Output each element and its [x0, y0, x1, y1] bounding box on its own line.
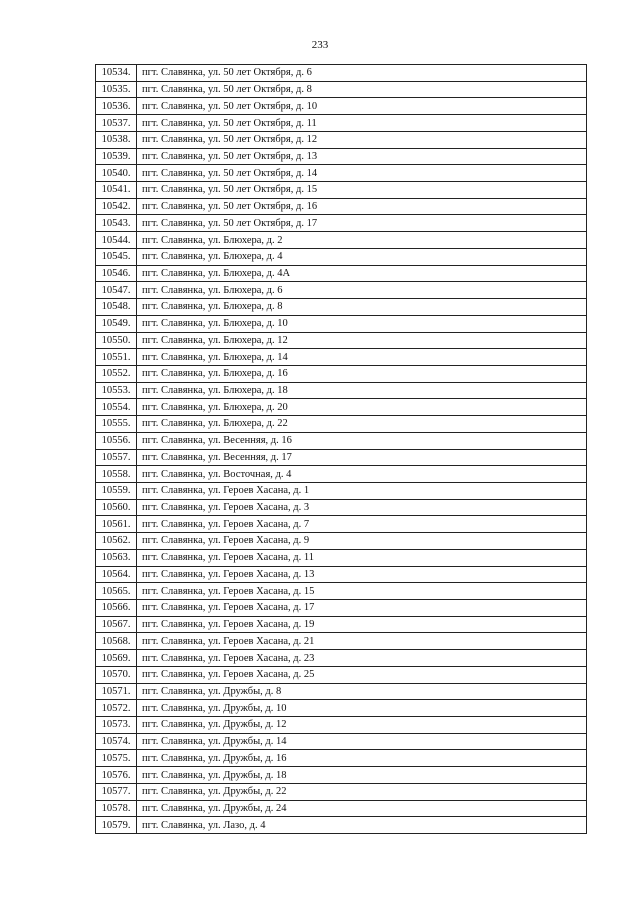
address-cell: пгт. Славянка, ул. Дружбы, д. 18: [137, 767, 587, 784]
row-number: 10579.: [96, 817, 137, 834]
address-cell: пгт. Славянка, ул. Блюхера, д. 12: [137, 332, 587, 349]
table-row: [96, 516, 587, 533]
table-row: [96, 165, 587, 182]
table-row: [96, 700, 587, 717]
address-cell: пгт. Славянка, ул. 50 лет Октября, д. 8: [137, 81, 587, 98]
row-number: 10556.: [96, 432, 137, 449]
table-row: [96, 666, 587, 683]
row-number: 10551.: [96, 349, 137, 366]
row-number: 10560.: [96, 499, 137, 516]
row-number: 10558.: [96, 466, 137, 483]
row-number: 10550.: [96, 332, 137, 349]
address-cell: пгт. Славянка, ул. 50 лет Октября, д. 16: [137, 198, 587, 215]
table-row: [96, 399, 587, 416]
row-number: 10567.: [96, 616, 137, 633]
row-number: 10576.: [96, 767, 137, 784]
row-number: 10557.: [96, 449, 137, 466]
row-number: 10561.: [96, 516, 137, 533]
address-cell: пгт. Славянка, ул. Весенняя, д. 17: [137, 449, 587, 466]
table-row: [96, 365, 587, 382]
address-table-body: [96, 65, 587, 834]
row-number: 10555.: [96, 416, 137, 433]
row-number: 10540.: [96, 165, 137, 182]
address-cell: пгт. Славянка, ул. Героев Хасана, д. 23: [137, 650, 587, 667]
address-cell: пгт. Славянка, ул. Героев Хасана, д. 15: [137, 583, 587, 600]
row-number: 10549.: [96, 315, 137, 332]
address-cell: пгт. Славянка, ул. Блюхера, д. 22: [137, 416, 587, 433]
table-row: [96, 733, 587, 750]
row-number: 10539.: [96, 148, 137, 165]
row-number: 10574.: [96, 733, 137, 750]
row-number: 10545.: [96, 248, 137, 265]
table-row: [96, 717, 587, 734]
table-row: [96, 482, 587, 499]
row-number: 10548.: [96, 299, 137, 316]
row-number: 10554.: [96, 399, 137, 416]
address-cell: пгт. Славянка, ул. Блюхера, д. 14: [137, 349, 587, 366]
table-row: [96, 382, 587, 399]
row-number: 10542.: [96, 198, 137, 215]
address-cell: пгт. Славянка, ул. 50 лет Октября, д. 11: [137, 115, 587, 132]
address-cell: пгт. Славянка, ул. Блюхера, д. 16: [137, 365, 587, 382]
row-number: 10553.: [96, 382, 137, 399]
table-row: [96, 349, 587, 366]
table-row: [96, 750, 587, 767]
row-number: 10537.: [96, 115, 137, 132]
address-cell: пгт. Славянка, ул. Дружбы, д. 10: [137, 700, 587, 717]
table-row: [96, 600, 587, 617]
row-number: 10570.: [96, 666, 137, 683]
address-cell: пгт. Славянка, ул. Дружбы, д. 12: [137, 717, 587, 734]
table-row: [96, 315, 587, 332]
table-row: [96, 248, 587, 265]
row-number: 10543.: [96, 215, 137, 232]
address-table: [95, 64, 587, 834]
table-row: [96, 650, 587, 667]
row-number: 10559.: [96, 482, 137, 499]
table-row: [96, 131, 587, 148]
table-row: [96, 232, 587, 249]
address-cell: пгт. Славянка, ул. Блюхера, д. 10: [137, 315, 587, 332]
row-number: 10547.: [96, 282, 137, 299]
address-cell: пгт. Славянка, ул. Дружбы, д. 24: [137, 800, 587, 817]
address-cell: пгт. Славянка, ул. 50 лет Октября, д. 10: [137, 98, 587, 115]
page-number: 233: [311, 39, 329, 51]
table-row: [96, 282, 587, 299]
address-cell: пгт. Славянка, ул. 50 лет Октября, д. 12: [137, 131, 587, 148]
row-number: 10568.: [96, 633, 137, 650]
table-row: [96, 182, 587, 199]
address-cell: пгт. Славянка, ул. Героев Хасана, д. 7: [137, 516, 587, 533]
row-number: 10569.: [96, 650, 137, 667]
row-number: 10562.: [96, 533, 137, 550]
table-row: [96, 466, 587, 483]
address-cell: пгт. Славянка, ул. Героев Хасана, д. 19: [137, 616, 587, 633]
address-cell: пгт. Славянка, ул. Дружбы, д. 16: [137, 750, 587, 767]
address-cell: пгт. Славянка, ул. Героев Хасана, д. 21: [137, 633, 587, 650]
table-row: [96, 432, 587, 449]
row-number: 10538.: [96, 131, 137, 148]
row-number: 10535.: [96, 81, 137, 98]
address-cell: пгт. Славянка, ул. Блюхера, д. 4А: [137, 265, 587, 282]
address-cell: пгт. Славянка, ул. Весенняя, д. 16: [137, 432, 587, 449]
row-number: 10534.: [96, 65, 137, 82]
row-number: 10541.: [96, 182, 137, 199]
table-row: [96, 98, 587, 115]
address-cell: пгт. Славянка, ул. Героев Хасана, д. 9: [137, 533, 587, 550]
address-cell: пгт. Славянка, ул. Восточная, д. 4: [137, 466, 587, 483]
table-row: [96, 215, 587, 232]
address-cell: пгт. Славянка, ул. Героев Хасана, д. 11: [137, 549, 587, 566]
table-row: [96, 683, 587, 700]
address-cell: пгт. Славянка, ул. Блюхера, д. 6: [137, 282, 587, 299]
row-number: 10565.: [96, 583, 137, 600]
address-cell: пгт. Славянка, ул. Героев Хасана, д. 25: [137, 666, 587, 683]
table-row: [96, 783, 587, 800]
address-cell: пгт. Славянка, ул. 50 лет Октября, д. 6: [137, 65, 587, 82]
address-cell: пгт. Славянка, ул. 50 лет Октября, д. 15: [137, 182, 587, 199]
address-cell: пгт. Славянка, ул. Дружбы, д. 14: [137, 733, 587, 750]
address-cell: пгт. Славянка, ул. Блюхера, д. 2: [137, 232, 587, 249]
row-number: 10578.: [96, 800, 137, 817]
row-number: 10572.: [96, 700, 137, 717]
table-row: [96, 616, 587, 633]
row-number: 10536.: [96, 98, 137, 115]
row-number: 10544.: [96, 232, 137, 249]
address-cell: пгт. Славянка, ул. 50 лет Октября, д. 14: [137, 165, 587, 182]
row-number: 10573.: [96, 717, 137, 734]
table-row: [96, 65, 587, 82]
row-number: 10546.: [96, 265, 137, 282]
table-row: [96, 583, 587, 600]
address-cell: пгт. Славянка, ул. Героев Хасана, д. 1: [137, 482, 587, 499]
row-number: 10563.: [96, 549, 137, 566]
table-row: [96, 81, 587, 98]
table-row: [96, 265, 587, 282]
address-cell: пгт. Славянка, ул. Героев Хасана, д. 17: [137, 600, 587, 617]
row-number: 10571.: [96, 683, 137, 700]
table-row: [96, 299, 587, 316]
table-row: [96, 148, 587, 165]
row-number: 10566.: [96, 600, 137, 617]
table-row: [96, 633, 587, 650]
table-row: [96, 767, 587, 784]
table-row: [96, 416, 587, 433]
table-row: [96, 332, 587, 349]
address-cell: пгт. Славянка, ул. 50 лет Октября, д. 17: [137, 215, 587, 232]
row-number: 10577.: [96, 783, 137, 800]
address-cell: пгт. Славянка, ул. Героев Хасана, д. 13: [137, 566, 587, 583]
address-cell: пгт. Славянка, ул. Блюхера, д. 4: [137, 248, 587, 265]
address-cell: пгт. Славянка, ул. Блюхера, д. 20: [137, 399, 587, 416]
address-cell: пгт. Славянка, ул. Дружбы, д. 8: [137, 683, 587, 700]
row-number: 10552.: [96, 365, 137, 382]
table-row: [96, 115, 587, 132]
address-cell: пгт. Славянка, ул. Лазо, д. 4: [137, 817, 587, 834]
table-row: [96, 549, 587, 566]
table-row: [96, 198, 587, 215]
address-cell: пгт. Славянка, ул. Героев Хасана, д. 3: [137, 499, 587, 516]
table-row: [96, 449, 587, 466]
table-row: [96, 499, 587, 516]
address-cell: пгт. Славянка, ул. Дружбы, д. 22: [137, 783, 587, 800]
table-row: [96, 817, 587, 834]
row-number: 10564.: [96, 566, 137, 583]
table-row: [96, 566, 587, 583]
table-row: [96, 800, 587, 817]
address-cell: пгт. Славянка, ул. 50 лет Октября, д. 13: [137, 148, 587, 165]
address-cell: пгт. Славянка, ул. Блюхера, д. 8: [137, 299, 587, 316]
table-row: [96, 533, 587, 550]
row-number: 10575.: [96, 750, 137, 767]
address-cell: пгт. Славянка, ул. Блюхера, д. 18: [137, 382, 587, 399]
